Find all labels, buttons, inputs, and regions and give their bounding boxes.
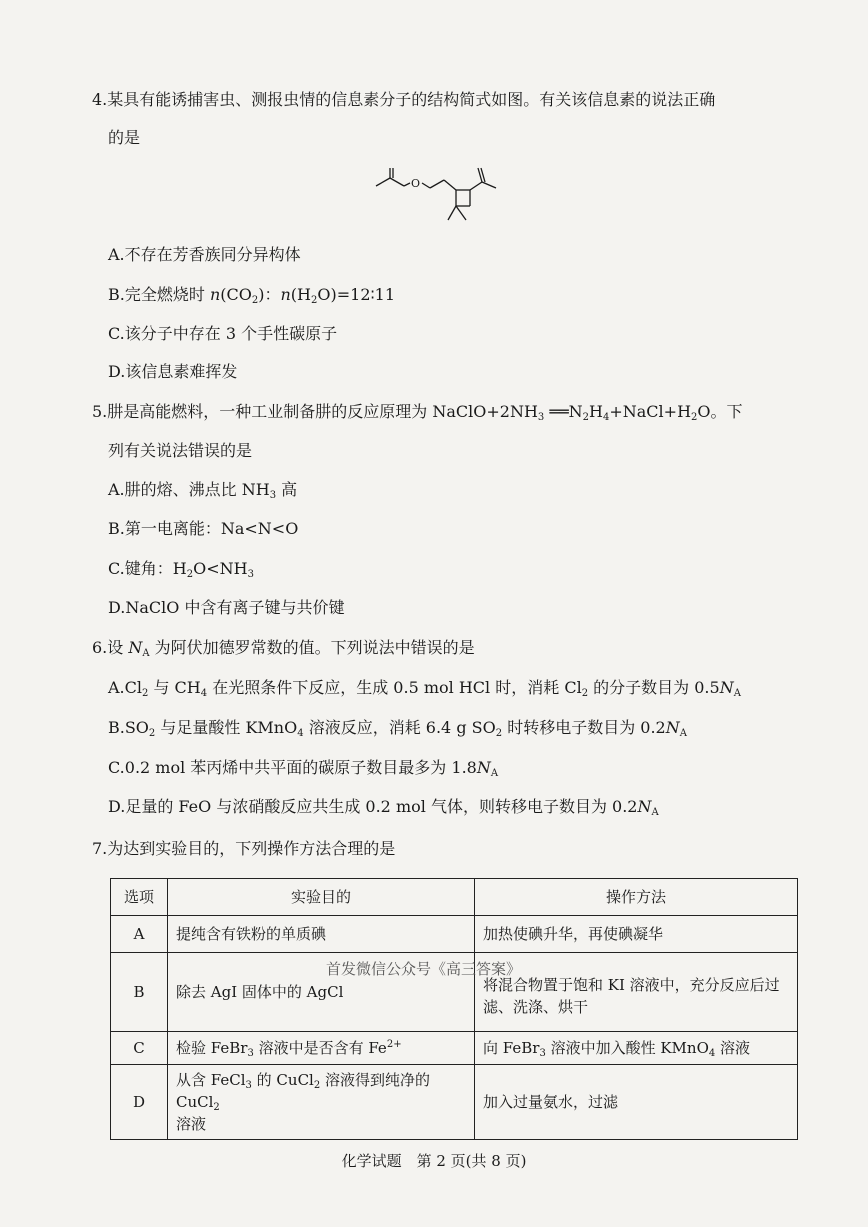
- row-method: 加热使碘升华，再使碘凝华: [475, 916, 798, 953]
- row-goal: 提纯含有铁粉的单质碘: [168, 916, 475, 953]
- q4-option-d: D.该信息素难挥发: [108, 362, 238, 381]
- q6-option-c: C.0.2 mol 苯丙烯中共平面的碳原子数目最多为 $1.8N_A$: [108, 758, 499, 779]
- bleed-through: [620, 118, 624, 134]
- q7-stem: 7.为达到实验目的，下列操作方法合理的是: [92, 839, 396, 858]
- row-method: 加入过量氨水，过滤: [475, 1065, 798, 1140]
- row-option: A: [111, 916, 168, 953]
- header-goal: 实验目的: [168, 879, 475, 916]
- pheromone-structure: [370, 166, 520, 228]
- q5-option-b: B.第一电离能：Na<N<O: [108, 519, 299, 538]
- row-option: C: [111, 1032, 168, 1065]
- q4-option-b: B.完全燃烧时 $n(CO_2)$：$n(H_2O)=12∶11$: [108, 285, 396, 306]
- table-header-row: [111, 879, 798, 916]
- row-goal: 检验 FeBr$_3$ 溶液中是否含有 $Fe^{2+}$: [168, 1032, 475, 1065]
- header-option: 选项: [111, 879, 168, 916]
- watermark: 首发微信公众号《高三答案》: [326, 960, 522, 978]
- q6-stem: 6.设 $N_A$ 为阿伏加德罗常数的值。下列说法中错误的是: [92, 638, 475, 659]
- q4-option-c: C.该分子中存在 3 个手性碳原子: [108, 324, 338, 343]
- q4-option-a: A.不存在芳香族同分异构体: [108, 245, 301, 264]
- table-row: [111, 1065, 798, 1140]
- q5-option-c: C.键角：$H_2O<NH_3$: [108, 559, 254, 580]
- q6-option-a: $A.Cl_2$ 与 $CH_4$ 在光照条件下反应，生成 0.5 mol HCl 时，消耗 $Cl_2$ 的分子数目为 $0.5N_A$: [108, 678, 741, 699]
- experiment-table: [110, 878, 798, 1140]
- row-option: D: [111, 1065, 168, 1140]
- q5-stem: 5.肼是高能燃料，一种工业制备肼的反应原理为 $NaClO+2NH_3$ $══N_2H_4+NaCl+H_2O$。下: [92, 402, 743, 423]
- q6-option-b: $B.SO_2$ 与足量酸性 KMnO$_4$ 溶液反应，消耗 6.4 g $SO_2$ 时转移电子数目为 $0.2N_A$: [108, 718, 687, 739]
- row-goal: 从含 FeCl$_3$ 的 CuCl$_2$ 溶液得到纯净的 CuCl$_2$ 溶液: [168, 1065, 475, 1140]
- table-row: [111, 916, 798, 953]
- row-option: B: [111, 953, 168, 1032]
- q4-stem-cont: 的是: [108, 128, 141, 147]
- q6-option-d: D.足量的 FeO 与浓硝酸反应共生成 0.2 mol 气体，则转移电子数目为 $0.2N_A$: [108, 797, 659, 818]
- q4-stem: 4.某具有能诱捕害虫、测报虫情的信息素分子的结构简式如图。有关该信息素的说法正确: [92, 90, 716, 109]
- table-row: [111, 1032, 798, 1065]
- q5-option-a: A.肼的熔、沸点比 $NH_3$ 高: [108, 480, 298, 501]
- row-method: 向 FeBr$_3$ 溶液中加入酸性 KMnO$_4$ 溶液: [475, 1032, 798, 1065]
- row-method: 将混合物置于饱和 KI 溶液中，充分反应后过 滤、洗涤、烘干: [475, 953, 798, 1032]
- q5-stem-cont: 列有关说法错误的是: [108, 441, 253, 460]
- header-method: 操作方法: [475, 879, 798, 916]
- row-goal: 除去 AgI 固体中的 AgCl: [168, 953, 475, 1032]
- q5-option-d: D.NaClO 中含有离子键与共价键: [108, 598, 345, 617]
- page-footer: 化学试题 第 2 页(共 8 页): [341, 1152, 527, 1170]
- svg-text:O: O: [411, 177, 421, 190]
